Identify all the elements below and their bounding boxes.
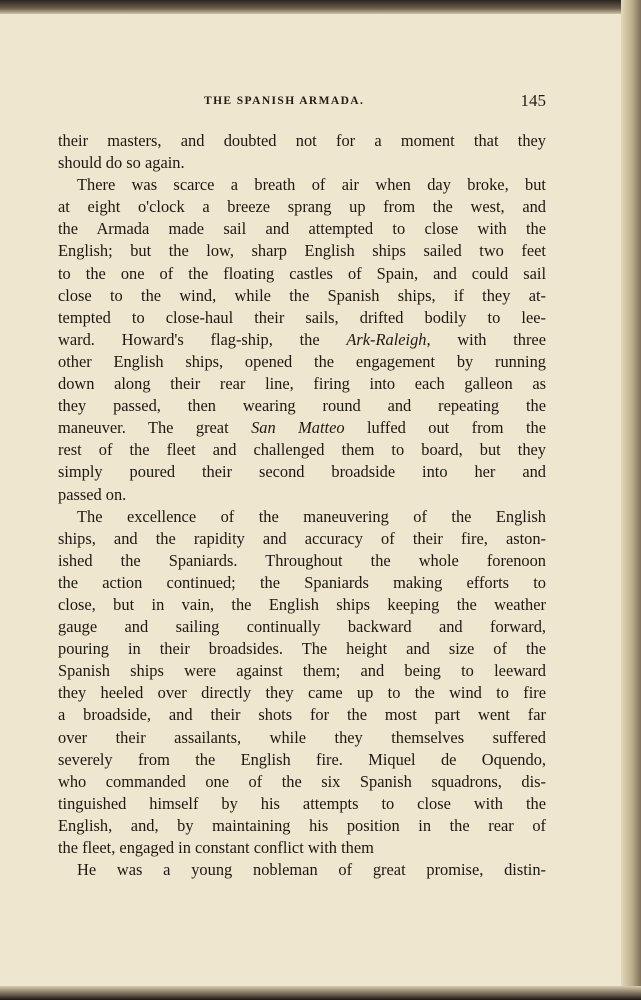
page-bottom-edge	[0, 986, 641, 1000]
running-head: THE SPANISH ARMADA.	[204, 95, 365, 107]
text-line: should do so again.	[58, 153, 185, 173]
text-line: over their assailants, while they themselves suffered	[58, 727, 546, 747]
text-line: rest of the fleet and challenged them to board, but they	[58, 440, 546, 460]
text-line: the fleet, engaged in constant conflict with them	[58, 838, 374, 857]
text-line: the Armada made sail and attempted to close with the	[58, 219, 546, 239]
ship-name: San Matteo	[251, 418, 345, 438]
text-line: they heeled over directly they came up to the wind to fire	[58, 683, 546, 703]
text-line: their masters, and doubted not for a moment that they	[58, 131, 546, 150]
text-line: passed on.	[58, 484, 127, 504]
text-line: ished the Spaniards. Throughout the whole forenoon	[58, 550, 546, 570]
page-header	[58, 91, 546, 113]
text-line: other English ships, opened the engagement by running	[58, 351, 546, 371]
text-line: gauge and sailing continually backward and forward,	[58, 617, 546, 637]
text-line: English, and, by maintaining his position in the rear of	[58, 815, 546, 835]
text-line: tinguished himself by his attempts to close with the	[58, 793, 546, 813]
text-line: who commanded one of the six Spanish squadrons, dis-	[58, 771, 546, 791]
text-line: the action continued; the Spaniards making efforts to	[58, 572, 546, 592]
text-line: severely from the English fire. Miquel de Oquendo,	[58, 749, 546, 769]
text-line: close to the wind, while the Spanish ships, if they at-	[58, 285, 546, 305]
page-number: 145	[520, 91, 546, 110]
text-line: He was a young nobleman of great promise, distin-	[77, 860, 546, 880]
body-text	[58, 130, 546, 881]
text-line: to the one of the floating castles of Spain, and could sail	[58, 263, 546, 283]
page-top-edge	[0, 0, 641, 14]
text-line: they passed, then wearing round and repeating the	[58, 396, 546, 416]
text-line: tempted to close-haul their sails, drifted bodily to lee-	[58, 307, 546, 327]
text-line: down along their rear line, firing into each galleon as	[58, 374, 546, 394]
text-line: at eight o'clock a breeze sprang up from the west, and	[58, 197, 546, 217]
text-line: There was scarce a breath of air when day broke, but	[77, 175, 546, 195]
ship-name: Ark-Raleigh	[346, 329, 427, 349]
text-line: pouring in their broadsides. The height and size of the	[58, 639, 546, 659]
page-right-edge	[621, 0, 641, 1000]
text-line: ward. Howard's flag-ship, the Ark-Raleigh, with three	[58, 329, 546, 349]
text-line: a broadside, and their shots for the most part went far	[58, 705, 546, 725]
text-line: English; but the low, sharp English ships sailed two feet	[58, 241, 546, 261]
text-line: simply poured their second broadside into her and	[58, 462, 546, 482]
text-line: maneuver. The great San Matteo luffed out from the	[58, 418, 546, 438]
text-line: ships, and the rapidity and accuracy of their fire, aston-	[58, 528, 546, 548]
text-line: Spanish ships were against them; and being to leeward	[58, 661, 546, 681]
text-line: The excellence of the maneuvering of the English	[77, 506, 546, 526]
text-line: close, but in vain, the English ships keeping the weather	[58, 594, 546, 614]
